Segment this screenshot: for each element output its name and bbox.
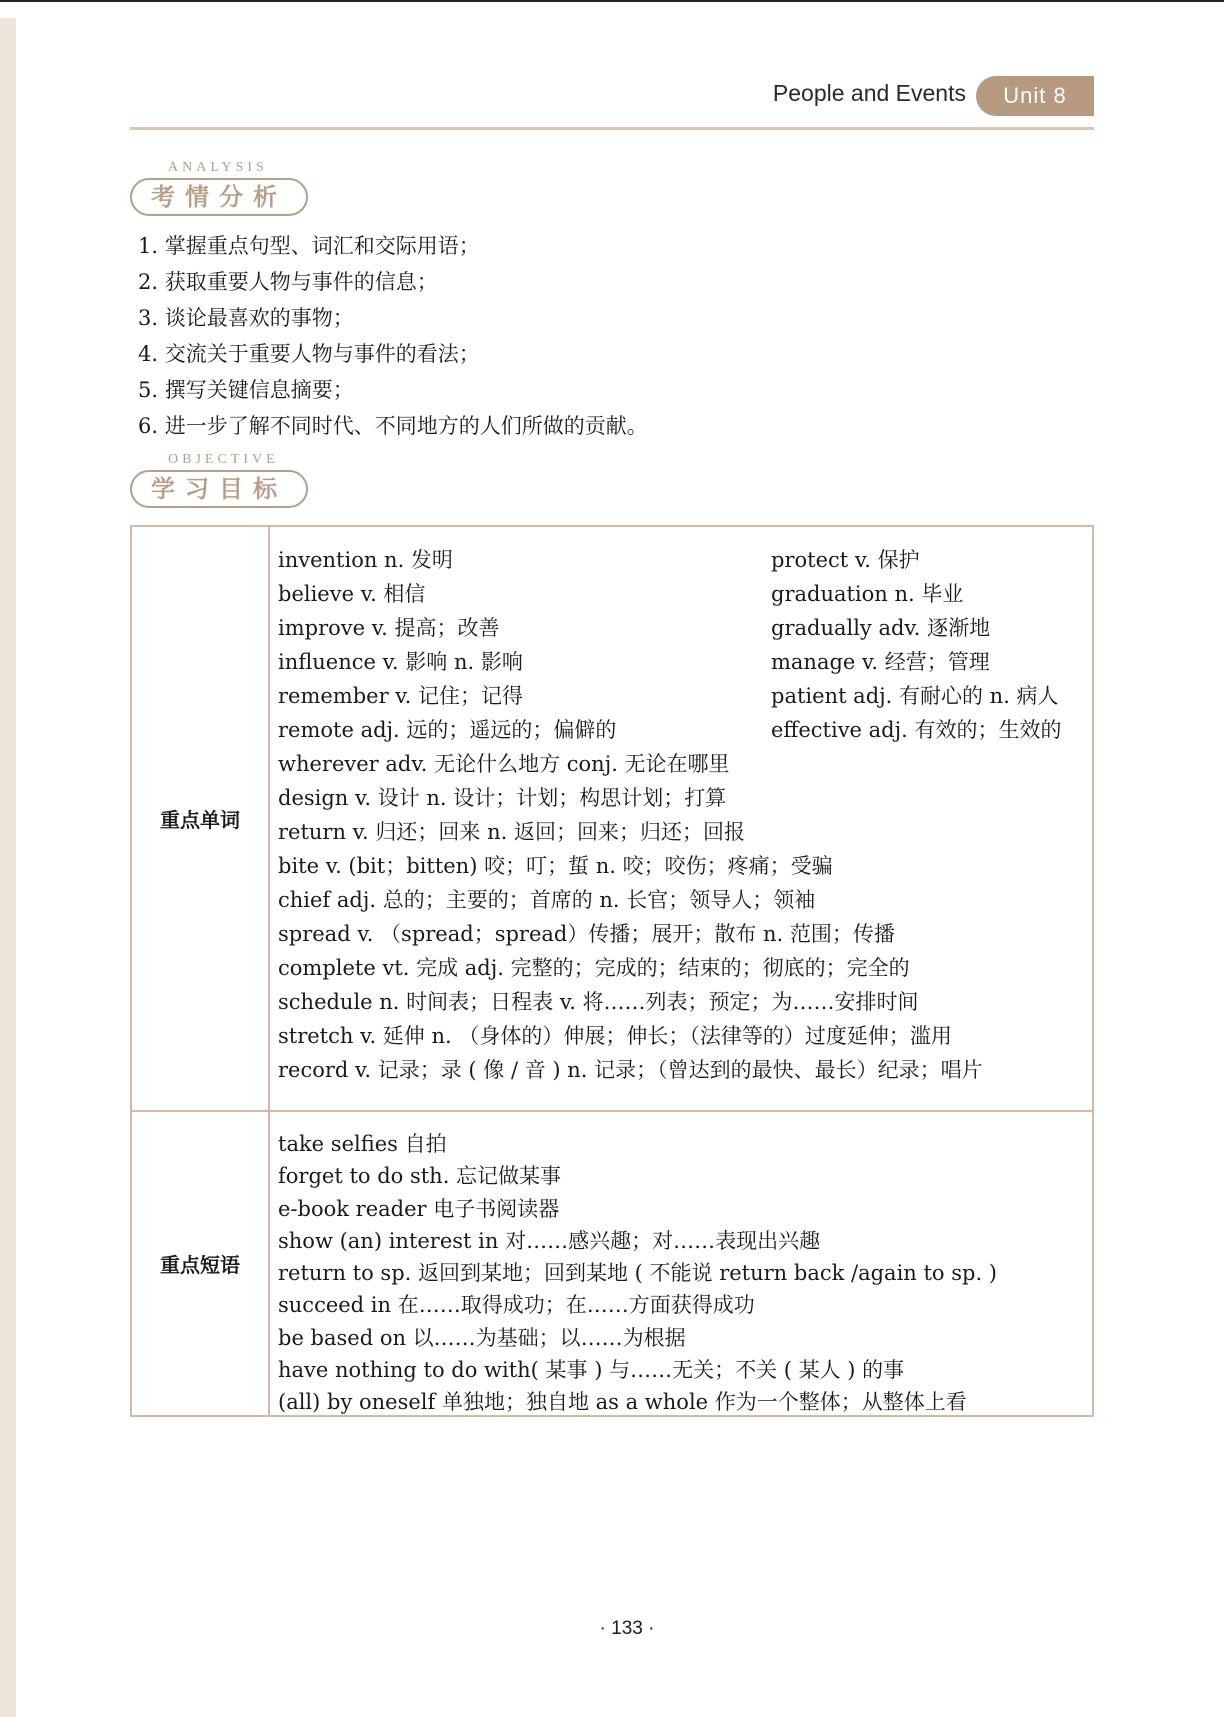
page-number: · 133 ·: [599, 1618, 655, 1639]
analysis-zh-label: 考情分析: [130, 178, 308, 216]
word-entry: complete vt. 完成 adj. 完整的；完成的；结束的；彻底的；完全的: [278, 956, 910, 980]
word-entry: remote adj. 远的；遥远的；偏僻的: [278, 718, 617, 742]
key-phrases-label: 重点短语: [132, 1112, 270, 1415]
word-entry: design v. 设计 n. 设计；计划；构思计划；打算: [278, 786, 727, 810]
word-entry: invention n. 发明: [278, 548, 453, 572]
word-entry: return v. 归还；回来 n. 返回；回来；归还；回报: [278, 820, 745, 844]
word-entry: remember v. 记住；记得: [278, 684, 524, 708]
word-entry: record v. 记录；录 ( 像 / 音 ) n. 记录；（曾达到的最快、最长）纪录；唱片: [278, 1058, 983, 1082]
analysis-item: 1. 掌握重点句型、词汇和交际用语；: [138, 234, 480, 258]
analysis-section-label: [130, 160, 320, 218]
word-pair: [278, 645, 1086, 679]
analysis-item: 4. 交流关于重要人物与事件的看法；: [138, 342, 480, 366]
word-entry: spread v. （spread；spread）传播；展开；散布 n. 范围；传播: [278, 922, 895, 946]
word-entry: bite v. (bit；bitten) 咬；叮；蜇 n. 咬；咬伤；疼痛；受骗: [278, 854, 833, 878]
page-header: [130, 76, 1094, 116]
analysis-item: 5. 撰写关键信息摘要；: [138, 378, 354, 402]
key-phrases-list: [278, 1128, 1086, 1419]
word-entry: schedule n. 时间表；日程表 v. 将……列表；预定；为……安排时间: [278, 990, 919, 1014]
objective-section-label: [130, 452, 320, 510]
objective-en-label: OBJECTIVE: [168, 452, 279, 467]
word-entry: patient adj. 有耐心的 n. 病人: [771, 684, 1059, 708]
phrase-entry: be based on 以……为基础；以……为根据: [278, 1325, 686, 1350]
word-pair: [278, 577, 1086, 611]
phrase-entry: e-book reader 电子书阅读器: [278, 1196, 560, 1221]
top-border: [0, 0, 1224, 2]
word-entry: manage v. 经营；管理: [771, 650, 990, 674]
header-rule: [130, 127, 1094, 130]
analysis-item: 3. 谈论最喜欢的事物；: [138, 306, 354, 330]
unit-badge: Unit 8: [976, 76, 1094, 116]
word-entry: wherever adv. 无论什么地方 conj. 无论在哪里: [278, 752, 730, 776]
key-words-label: 重点单词: [132, 527, 270, 1110]
phrase-entry: forget to do sth. 忘记做某事: [278, 1164, 562, 1189]
word-entry: improve v. 提高；改善: [278, 616, 500, 640]
word-pair: [278, 713, 1086, 747]
word-entry: gradually adv. 逐渐地: [771, 616, 991, 640]
key-words-list: [278, 543, 1086, 1087]
phrase-entry: have nothing to do with( 某事 ) 与……无关；不关 ( 某人 ) 的事: [278, 1358, 905, 1383]
phrase-entry: succeed in 在……取得成功；在……方面获得成功: [278, 1293, 755, 1318]
header-title: People and Events: [772, 80, 966, 106]
word-pair: [278, 543, 1086, 577]
analysis-item: 2. 获取重要人物与事件的信息；: [138, 270, 438, 294]
analysis-en-label: ANALYSIS: [168, 160, 268, 175]
phrase-entry: (all) by oneself 单独地；独自地 as a whole 作为一个整体；从整体上看: [278, 1390, 967, 1415]
vocabulary-table: [130, 525, 1094, 1417]
left-margin-strip: [0, 18, 16, 1717]
key-phrases-row: [132, 1112, 1092, 1415]
word-entry: influence v. 影响 n. 影响: [278, 650, 523, 674]
word-entry: protect v. 保护: [771, 548, 920, 572]
word-entry: stretch v. 延伸 n. （身体的）伸展；伸长；（法律等的）过度延伸；滥用: [278, 1024, 952, 1048]
word-pair: [278, 679, 1086, 713]
word-entry: effective adj. 有效的；生效的: [771, 718, 1062, 742]
key-words-row: [132, 527, 1092, 1112]
analysis-list: [138, 228, 648, 444]
phrase-entry: show (an) interest in 对……感兴趣；对……表现出兴趣: [278, 1228, 821, 1253]
word-pair: [278, 611, 1086, 645]
word-entry: chief adj. 总的；主要的；首席的 n. 长官；领导人；领袖: [278, 888, 816, 912]
analysis-item: 6. 进一步了解不同时代、不同地方的人们所做的贡献。: [138, 414, 648, 438]
objective-zh-label: 学习目标: [130, 470, 308, 508]
word-entry: graduation n. 毕业: [771, 582, 964, 606]
word-entry: believe v. 相信: [278, 582, 426, 606]
phrase-entry: take selfies 自拍: [278, 1132, 447, 1156]
phrase-entry: return to sp. 返回到某地；回到某地 ( 不能说 return back /again to sp. ): [278, 1261, 998, 1286]
